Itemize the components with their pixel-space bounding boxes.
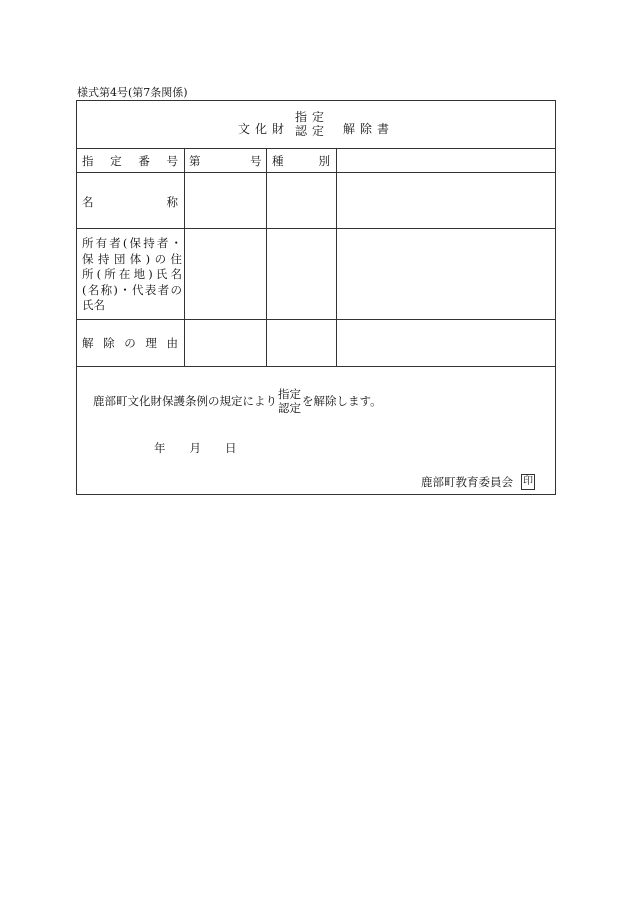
date-day: 日 xyxy=(225,441,237,455)
seal-mark: 印 xyxy=(521,474,535,490)
date-month: 月 xyxy=(189,441,201,455)
name-label-char: 称 xyxy=(166,195,178,209)
number-prefix: 第 xyxy=(189,154,201,168)
reason-label-char: の xyxy=(124,336,136,350)
reason-label xyxy=(82,335,178,351)
declaration-suffix: を解除します。 xyxy=(302,394,382,408)
form-frame xyxy=(76,100,556,495)
owner-label-line: 所(所在地)氏名 xyxy=(82,267,182,281)
issuer-name: 鹿部町教育委員会 xyxy=(421,475,513,489)
owner-label-line: 保持団体)の住 xyxy=(82,251,182,266)
owner-label-line: (名称)・代表者の xyxy=(82,282,182,297)
title-stack xyxy=(295,110,329,138)
reason-label-char: 由 xyxy=(166,336,178,350)
divider-owner-row xyxy=(77,319,555,320)
reason-label-char: 除 xyxy=(103,336,115,350)
reason-label-char: 理 xyxy=(145,336,157,350)
divider-reason-row xyxy=(77,366,555,367)
issuer-line xyxy=(421,474,535,490)
declaration-sentence xyxy=(93,387,382,415)
divider-number-row xyxy=(77,172,555,173)
type-label-char: 別 xyxy=(318,154,330,168)
column-divider-1 xyxy=(184,148,185,366)
type-label xyxy=(272,153,330,169)
owner-label-line: 氏名 xyxy=(82,298,105,312)
type-label-char: 種 xyxy=(272,154,284,168)
declaration-prefix: 鹿部町文化財保護条例の規定により xyxy=(93,394,277,408)
divider-name-row xyxy=(77,228,555,229)
designation-number-char: 号 xyxy=(166,154,178,168)
name-label-char: 名 xyxy=(82,195,94,209)
column-divider-2 xyxy=(266,148,267,366)
declaration-stack-bottom: 認定 xyxy=(278,401,301,415)
declaration-stack-top: 指定 xyxy=(278,387,301,401)
name-label xyxy=(82,194,178,210)
number-suffix: 号 xyxy=(250,154,262,168)
column-divider-3 xyxy=(336,148,337,366)
declaration-stack xyxy=(278,387,301,415)
title-text-right: 解除書 xyxy=(343,122,395,136)
divider-title xyxy=(77,148,555,149)
date-year: 年 xyxy=(154,441,166,455)
title-stack-top: 指定 xyxy=(295,110,330,124)
owner-label-line: 所有者(保持者・ xyxy=(82,236,182,250)
title-stack-bottom: 認定 xyxy=(295,124,330,138)
owner-address-label xyxy=(82,236,182,314)
designation-number-char: 指 xyxy=(82,154,94,168)
designation-number-label xyxy=(82,153,178,169)
designation-number-char: 番 xyxy=(138,154,150,168)
date-line xyxy=(154,440,261,456)
designation-number-char: 定 xyxy=(110,154,122,168)
reason-label-char: 解 xyxy=(82,336,94,350)
form-number-label: 様式第4号(第7条関係) xyxy=(77,86,188,99)
title-text-left: 文化財 xyxy=(238,122,290,136)
